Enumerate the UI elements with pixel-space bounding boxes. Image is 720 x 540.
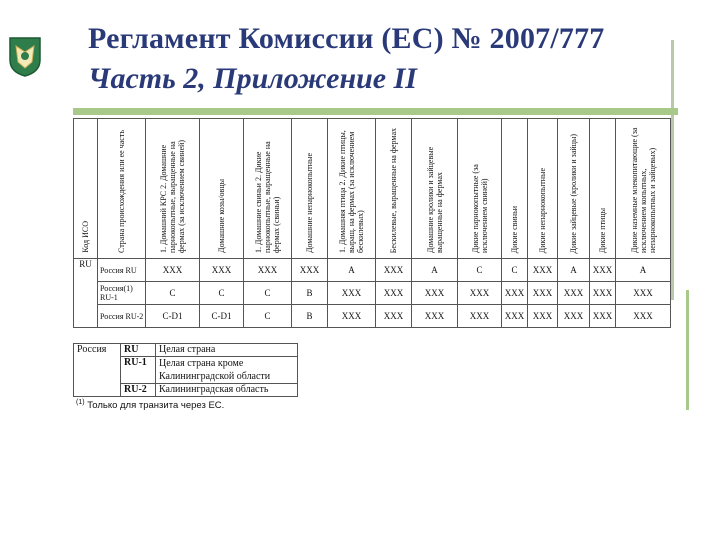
page-title: Регламент Комиссии (ЕС) № 2007/777 xyxy=(88,22,605,55)
status-cell: B xyxy=(292,305,328,328)
regions-table xyxy=(73,118,671,328)
status-cell: C-D1 xyxy=(200,305,244,328)
status-cell: C xyxy=(244,305,292,328)
header-cell: Домашние кролики и зайцевые выращенные на фермах xyxy=(412,119,458,259)
status-cell: XXX xyxy=(412,305,458,328)
legend-code: RU-2 xyxy=(121,384,156,397)
status-cell: A xyxy=(412,259,458,282)
status-cell: XXX xyxy=(616,282,671,305)
status-cell: XXX xyxy=(590,259,616,282)
status-cell: XXX xyxy=(458,305,502,328)
decor-line-right-2 xyxy=(686,290,689,410)
status-cell: XXX xyxy=(528,305,558,328)
coat-of-arms-emblem xyxy=(6,34,44,78)
header-cell: Код ИСО xyxy=(74,119,98,259)
header-cell: Бескилевые, выращенные на фермах xyxy=(376,119,412,259)
status-cell: C xyxy=(200,282,244,305)
left-sidebar xyxy=(0,0,73,540)
status-cell: XXX xyxy=(502,282,528,305)
header-cell: Дикие непарнокопытные xyxy=(528,119,558,259)
legend-desc: Целая страна xyxy=(156,344,298,357)
status-cell: XXX xyxy=(376,305,412,328)
legend-country: Россия xyxy=(74,344,121,397)
status-cell: XXX xyxy=(328,282,376,305)
status-cell: XXX xyxy=(376,282,412,305)
header-band xyxy=(73,0,713,22)
status-cell: XXX xyxy=(146,259,200,282)
legend-code: RU xyxy=(121,344,156,357)
status-cell: B xyxy=(292,282,328,305)
title-divider xyxy=(73,108,678,115)
legend-desc: Калининградская область xyxy=(156,384,298,397)
table-row xyxy=(74,259,671,282)
region-cell: Россия RU-2 xyxy=(98,305,146,328)
status-cell: XXX xyxy=(502,305,528,328)
iso-code-cell: RU xyxy=(74,259,98,328)
header-cell: Домашние козы/овцы xyxy=(200,119,244,259)
legend-code: RU-1 xyxy=(121,357,156,384)
status-cell: C xyxy=(146,282,200,305)
legend-desc: Целая страна кроме Калининградской области xyxy=(156,357,298,384)
status-cell: C xyxy=(244,282,292,305)
table-row xyxy=(74,282,671,305)
status-cell: A xyxy=(616,259,671,282)
header-cell: 1. Домашний КРС 2. Домашние парнокопытные, выращенные на фермах (за исключением свиней) xyxy=(146,119,200,259)
header-cell: Домашние непарнокопытные xyxy=(292,119,328,259)
footnote-mark: (1) xyxy=(76,399,85,406)
status-cell: XXX xyxy=(590,282,616,305)
status-cell: XXX xyxy=(558,305,590,328)
footnote-text: Только для транзита через ЕС. xyxy=(87,400,225,412)
status-cell: XXX xyxy=(412,282,458,305)
page-subtitle: Часть 2, Приложение II xyxy=(88,62,417,95)
status-cell: C xyxy=(502,259,528,282)
status-cell: A xyxy=(328,259,376,282)
status-cell: XXX xyxy=(616,305,671,328)
region-cell: Россия RU xyxy=(98,259,146,282)
region-cell: Россия(1) RU-1 xyxy=(98,282,146,305)
header-cell: 1. Домашние свиньи 2. Дикие парнокопытные, выращенные на фермах (свиньи) xyxy=(244,119,292,259)
table-row xyxy=(74,305,671,328)
header-cell: Страна происхождения или ее часть xyxy=(98,119,146,259)
header-cell: Дикие зайцевые (кролики и зайцы) xyxy=(558,119,590,259)
status-cell: XXX xyxy=(376,259,412,282)
header-cell: Дикие птицы xyxy=(590,119,616,259)
status-cell: XXX xyxy=(590,305,616,328)
status-cell: C xyxy=(458,259,502,282)
status-cell: XXX xyxy=(292,259,328,282)
header-cell: Дикие парнокопытные (за исключением свиней) xyxy=(458,119,502,259)
status-cell: XXX xyxy=(458,282,502,305)
status-cell: XXX xyxy=(528,259,558,282)
status-cell: C-D1 xyxy=(146,305,200,328)
decor-line-right xyxy=(671,40,674,300)
status-cell: XXX xyxy=(558,282,590,305)
footnote xyxy=(76,399,224,411)
status-cell: XXX xyxy=(200,259,244,282)
header-cell: 1. Домашняя птица 2. Дикие птицы, выращ. на фермах (за исключением бескилевых) xyxy=(328,119,376,259)
status-cell: A xyxy=(558,259,590,282)
header-cell: Дикие свиньи xyxy=(502,119,528,259)
status-cell: XXX xyxy=(244,259,292,282)
legend-row xyxy=(74,344,298,357)
status-cell: XXX xyxy=(528,282,558,305)
table-header-row xyxy=(74,119,671,259)
header-cell: Дикие наземные млекопитающие (за исключением копытных, непарнокопытных и зайцевых) xyxy=(616,119,671,259)
status-cell: XXX xyxy=(328,305,376,328)
legend-table xyxy=(73,343,298,397)
